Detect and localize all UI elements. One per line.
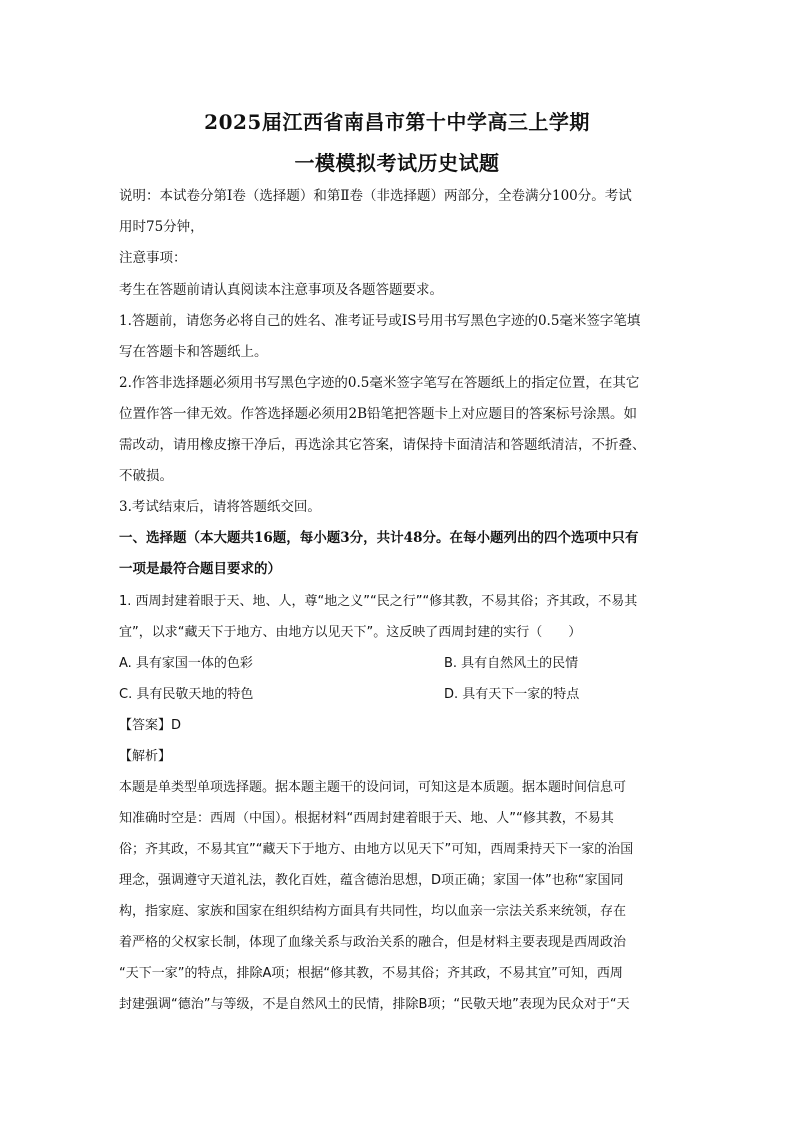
section-heading: 一项是最符合题目要求的）: [119, 561, 281, 577]
option-b: B. 具有自然风土的民情: [444, 656, 579, 671]
analysis-line: “天下一家”的特点，排除A项；根据“修其教，不易其俗；齐其政，不易其宜”可知，西周: [119, 966, 623, 981]
intro-line: 用时75分钟，: [119, 219, 204, 235]
exam-title-line2: 一模模拟考试历史试题: [294, 151, 500, 175]
section-heading: 一、选择题（本大题共16题，每小题3分，共计48分。在每小题列出的四个选项中只有: [119, 530, 639, 546]
question-stem: 宜”，以求“藏天下于地方、由地方以见天下”。这反映了西周封建的实行（ ）: [119, 625, 582, 640]
note-line: 不破损。: [119, 468, 173, 484]
note-line: 需改动，请用橡皮擦干净后，再选涂其它答案，请保持卡面清洁和答题纸清洁，不折叠、: [119, 437, 646, 453]
analysis-line: 构，指家庭、家族和国家在组织结构方面具有共同性，均以血亲一宗法关系来统领，存在: [119, 904, 627, 919]
option-c: C. 具有民敬天地的特色: [119, 687, 254, 702]
option-a: A. 具有家国一体的色彩: [119, 656, 253, 671]
answer-label: 【答案】D: [119, 718, 182, 733]
intro-line: 说明：本试卷分第Ⅰ卷（选择题）和第Ⅱ卷（非选择题）两部分，全卷满分100分。考试: [119, 188, 632, 204]
analysis-line: 俗；齐其政，不易其宜”“藏天下于地方、由地方以见天下”可知，西周秉持天下一家的治国: [119, 842, 634, 857]
analysis-line: 知准确时空是：西周（中国）。根据材料“西周封建着眼于天、地、人”“修其教，不易其: [119, 811, 614, 826]
note-line: 2.作答非选择题必须用书写黑色字迹的0.5毫米签字笔写在答题纸上的指定位置，在其它: [119, 375, 640, 391]
question-stem: 1. 西周封建着眼于天、地、人，尊“地之义”“民之行”“修其教，不易其俗；齐其政，不易其: [119, 594, 638, 609]
analysis-line: 理念，强调遵守天道礼法，教化百姓，蕴含德治思想，D项正确；家国一体”也称“家国同: [119, 873, 624, 888]
note-line: 3.考试结束后，请将答题纸交回。: [119, 499, 321, 515]
analysis-line: 封建强调“德治”与等级，不是自然风土的民情，排除B项；“民敬天地”表现为民众对于“天: [119, 997, 630, 1012]
analysis-line: 着严格的父权家长制，体现了血缘关系与政治关系的融合，但是材料主要表现是西周政治: [119, 935, 627, 950]
note-line: 1.答题前，请您务必将自己的姓名、准考证号或IS号用书写黑色字迹的0.5毫米签字笔填: [119, 313, 641, 329]
analysis-heading: 【解析】: [119, 749, 172, 764]
notes-heading: 注意事项：: [119, 250, 187, 266]
note-line: 位置作答一律无效。作答选择题必须用2B铅笔把答题卡上对应题目的答案标号涂黑。如: [119, 406, 638, 422]
notes-lead: 考生在答题前请认真阅读本注意事项及各题答题要求。: [119, 282, 443, 298]
option-d: D. 具有天下一家的特点: [444, 687, 580, 702]
note-line: 写在答题卡和答题纸上。: [119, 344, 268, 360]
exam-title-line1: 2025届江西省南昌市第十中学高三上学期: [204, 110, 590, 134]
analysis-line: 本题是单类型单项选择题。据本题主题干的设问词，可知这是本质题。据本题时间信息可: [119, 780, 627, 795]
